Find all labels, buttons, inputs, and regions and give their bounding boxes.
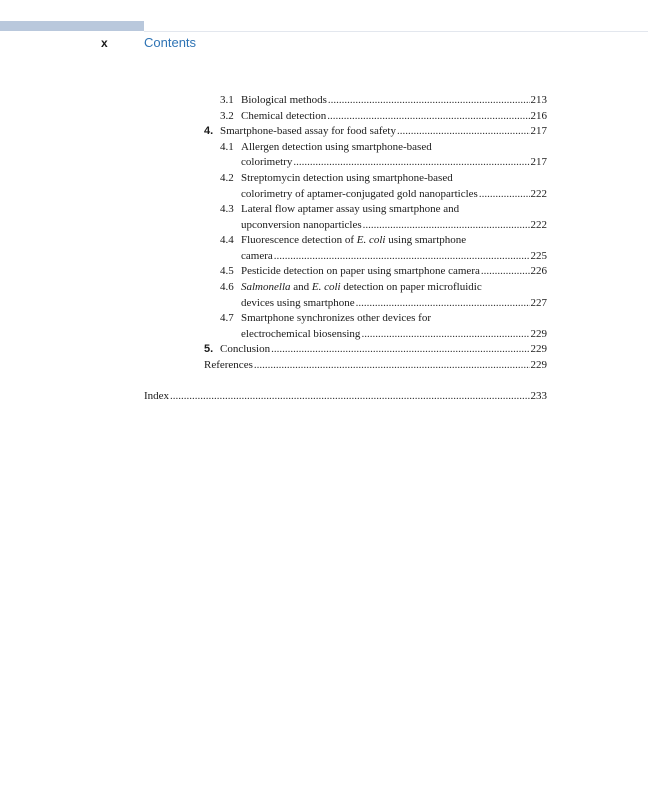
toc-entry-4-7-line1[interactable] [220, 311, 431, 327]
toc-title-continued: camera [241, 250, 273, 262]
toc-page: 229 [530, 343, 547, 355]
toc-entry-4-6-line2[interactable] [241, 296, 547, 312]
toc-number: 4.5 [220, 265, 234, 277]
toc-page: 213 [530, 94, 547, 106]
leader-dots [170, 389, 529, 405]
toc-title-continued: colorimetry [241, 156, 293, 168]
leader-dots [481, 264, 530, 280]
toc-number: 4.7 [220, 312, 234, 324]
toc-page: 216 [530, 110, 547, 122]
toc-title-part: Fluorescence detection of [241, 234, 357, 246]
toc-entry-4-1-line2[interactable] [241, 155, 547, 171]
toc-title: Biological methods [241, 94, 327, 106]
leader-dots [328, 93, 530, 109]
toc-number: 4. [204, 125, 214, 137]
toc-title-continued: devices using smartphone [241, 297, 355, 309]
toc-title: Streptomycin detection using smartphone-based [241, 172, 453, 184]
toc-entry-chapter-4[interactable] [204, 124, 547, 140]
leader-dots [361, 327, 529, 343]
toc-number: 4.6 [220, 281, 234, 293]
toc-number: 5. [204, 343, 214, 355]
toc-entry-4-6-line1[interactable] [220, 280, 482, 296]
toc-page: 227 [530, 297, 547, 309]
toc-number: 4.2 [220, 172, 234, 184]
toc-title: Index [144, 390, 170, 402]
toc-entry-references[interactable] [204, 358, 547, 374]
toc-entry-4-2-line2[interactable] [241, 187, 547, 203]
toc-number: 3.1 [220, 94, 234, 106]
page-number: x [101, 36, 108, 50]
toc-title: Lateral flow aptamer assay using smartphone and [241, 203, 460, 215]
toc-entry-4-2-line1[interactable] [220, 171, 453, 187]
leader-dots [327, 109, 529, 125]
toc-page: 233 [530, 390, 547, 402]
toc-page: 226 [530, 265, 547, 277]
leader-dots [356, 296, 530, 312]
leader-dots [363, 218, 530, 234]
toc-entry-index[interactable] [144, 389, 547, 405]
toc-page: 225 [530, 250, 547, 262]
toc-title-part: detection on paper microfluidic [340, 281, 482, 293]
leader-dots [397, 124, 530, 140]
toc-page: 217 [530, 125, 547, 137]
toc-title-continued: colorimetry of aptamer-conjugated gold nanoparticles [241, 188, 478, 200]
toc-title: Pesticide detection on paper using smartphone camera [241, 265, 480, 277]
toc-entry-4-7-line2[interactable] [241, 327, 547, 343]
toc-title-part: using smartphone [385, 234, 467, 246]
toc-page: 217 [530, 156, 547, 168]
leader-dots [271, 342, 529, 358]
leader-dots [293, 155, 529, 171]
toc-title: Smartphone-based assay for food safety [220, 125, 396, 137]
toc-entry-4-4-line2[interactable] [241, 249, 547, 265]
toc-number: 3.2 [220, 110, 234, 122]
toc-title: Conclusion [220, 343, 271, 355]
toc-entry-chapter-5[interactable] [204, 342, 547, 358]
toc-page: 222 [530, 188, 547, 200]
toc-number: 4.4 [220, 234, 234, 246]
toc-entry-4-3-line2[interactable] [241, 218, 547, 234]
toc-title-continued: upconversion nanoparticles [241, 219, 362, 231]
toc-page: 222 [530, 219, 547, 231]
toc-title-italic: E. coli [311, 281, 341, 293]
toc-title: References [204, 359, 253, 371]
leader-dots [274, 249, 530, 265]
toc-number: 4.3 [220, 203, 234, 215]
toc-entry-4-3-line1[interactable] [220, 202, 459, 218]
toc-entry-3-1[interactable] [220, 93, 547, 109]
running-head: Contents [144, 35, 197, 50]
toc-page: 229 [530, 328, 547, 340]
toc-title-italic: E. coli [356, 234, 386, 246]
toc-entry-4-5[interactable] [220, 264, 547, 280]
toc-entry-3-2[interactable] [220, 109, 547, 125]
toc-entry-4-1-line1[interactable] [220, 140, 432, 156]
toc-title-italic: Salmonella [241, 281, 291, 293]
leader-dots [479, 187, 530, 203]
toc-number: 4.1 [220, 141, 234, 153]
toc-title: Allergen detection using smartphone-based [241, 141, 432, 153]
leader-dots [254, 358, 530, 374]
toc-title: Smartphone synchronizes other devices for [241, 312, 431, 324]
toc-title: Chemical detection [241, 110, 327, 122]
toc-entry-4-4-line1[interactable] [220, 233, 466, 249]
toc-page: 229 [530, 359, 547, 371]
toc-title-continued: electrochemical biosensing [241, 328, 361, 340]
toc-title-part: and [290, 281, 312, 293]
